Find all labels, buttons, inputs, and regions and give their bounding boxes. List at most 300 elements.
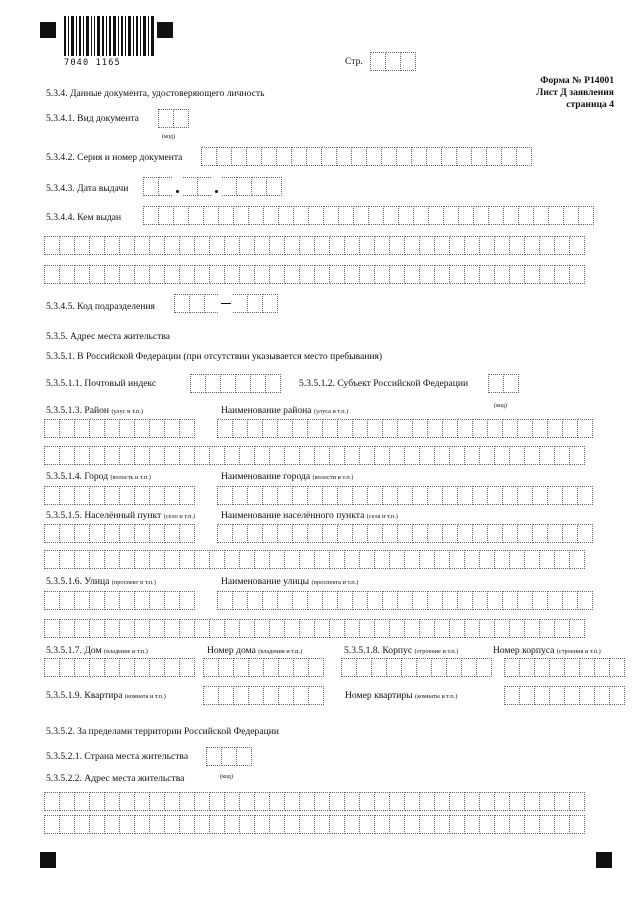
char-cell[interactable]: [344, 619, 360, 638]
apartment-number-field[interactable]: [504, 686, 625, 705]
char-cell[interactable]: [554, 550, 570, 569]
char-cell[interactable]: [524, 236, 540, 255]
char-cell[interactable]: [404, 446, 420, 465]
char-cell[interactable]: [221, 747, 237, 766]
char-cell[interactable]: [194, 265, 210, 284]
char-cell[interactable]: [434, 619, 450, 638]
char-cell[interactable]: [89, 265, 105, 284]
char-cell[interactable]: [194, 619, 210, 638]
char-cell[interactable]: [374, 446, 390, 465]
char-cell[interactable]: [314, 619, 330, 638]
char-cell[interactable]: [577, 524, 593, 543]
region-code-field[interactable]: [488, 374, 519, 393]
char-cell[interactable]: [299, 550, 315, 569]
char-cell[interactable]: [472, 486, 488, 505]
char-cell[interactable]: [262, 524, 278, 543]
char-cell[interactable]: [179, 658, 195, 677]
char-cell[interactable]: [487, 486, 503, 505]
char-cell[interactable]: [74, 658, 90, 677]
char-cell[interactable]: [473, 206, 489, 225]
char-cell[interactable]: [562, 524, 578, 543]
char-cell[interactable]: [370, 52, 386, 71]
char-cell[interactable]: [292, 524, 308, 543]
char-cell[interactable]: [569, 446, 585, 465]
char-cell[interactable]: [232, 591, 248, 610]
char-cell[interactable]: [188, 206, 204, 225]
char-cell[interactable]: [356, 658, 372, 677]
char-cell[interactable]: [434, 792, 450, 811]
char-cell[interactable]: [389, 236, 405, 255]
char-cell[interactable]: [479, 265, 495, 284]
char-cell[interactable]: [89, 446, 105, 465]
street-name-field-line-2[interactable]: [44, 619, 585, 638]
char-cell[interactable]: [427, 486, 443, 505]
char-cell[interactable]: [149, 446, 165, 465]
char-cell[interactable]: [307, 524, 323, 543]
char-cell[interactable]: [569, 619, 585, 638]
char-cell[interactable]: [382, 591, 398, 610]
char-cell[interactable]: [74, 792, 90, 811]
char-cell[interactable]: [104, 419, 120, 438]
char-cell[interactable]: [89, 619, 105, 638]
char-cell[interactable]: [419, 236, 435, 255]
char-cell[interactable]: [74, 419, 90, 438]
char-cell[interactable]: [471, 147, 487, 166]
locality-name-field-line-1[interactable]: [217, 524, 593, 543]
char-cell[interactable]: [164, 792, 180, 811]
char-cell[interactable]: [449, 792, 465, 811]
char-cell[interactable]: [578, 206, 594, 225]
char-cell[interactable]: [119, 486, 135, 505]
char-cell[interactable]: [209, 265, 225, 284]
char-cell[interactable]: [374, 792, 390, 811]
char-cell[interactable]: [89, 236, 105, 255]
char-cell[interactable]: [59, 446, 75, 465]
char-cell[interactable]: [164, 524, 180, 543]
foreign-address-field-line-1[interactable]: [44, 792, 585, 811]
char-cell[interactable]: [389, 446, 405, 465]
char-cell[interactable]: [458, 206, 474, 225]
char-cell[interactable]: [119, 815, 135, 834]
char-cell[interactable]: [609, 686, 625, 705]
char-cell[interactable]: [134, 815, 150, 834]
char-cell[interactable]: [119, 524, 135, 543]
char-cell[interactable]: [89, 792, 105, 811]
char-cell[interactable]: [427, 524, 443, 543]
char-cell[interactable]: [431, 658, 447, 677]
char-cell[interactable]: [59, 419, 75, 438]
char-cell[interactable]: [134, 524, 150, 543]
char-cell[interactable]: [164, 236, 180, 255]
char-cell[interactable]: [374, 815, 390, 834]
char-cell[interactable]: [284, 619, 300, 638]
char-cell[interactable]: [337, 419, 353, 438]
char-cell[interactable]: [143, 177, 159, 196]
char-cell[interactable]: [233, 658, 249, 677]
char-cell[interactable]: [209, 792, 225, 811]
char-cell[interactable]: [517, 486, 533, 505]
char-cell[interactable]: [246, 147, 262, 166]
char-cell[interactable]: [89, 524, 105, 543]
char-cell[interactable]: [516, 147, 532, 166]
char-cell[interactable]: [164, 419, 180, 438]
char-cell[interactable]: [359, 550, 375, 569]
char-cell[interactable]: [194, 236, 210, 255]
char-cell[interactable]: [74, 815, 90, 834]
char-cell[interactable]: [266, 177, 282, 196]
char-cell[interactable]: [119, 446, 135, 465]
char-cell[interactable]: [404, 236, 420, 255]
char-cell[interactable]: [209, 236, 225, 255]
char-cell[interactable]: [359, 446, 375, 465]
char-cell[interactable]: [329, 815, 345, 834]
char-cell[interactable]: [579, 658, 595, 677]
char-cell[interactable]: [504, 658, 520, 677]
char-cell[interactable]: [284, 446, 300, 465]
char-cell[interactable]: [397, 419, 413, 438]
char-cell[interactable]: [524, 815, 540, 834]
char-cell[interactable]: [164, 658, 180, 677]
char-cell[interactable]: [149, 486, 165, 505]
char-cell[interactable]: [461, 658, 477, 677]
char-cell[interactable]: [149, 550, 165, 569]
char-cell[interactable]: [239, 619, 255, 638]
char-cell[interactable]: [385, 52, 401, 71]
char-cell[interactable]: [322, 486, 338, 505]
char-cell[interactable]: [419, 265, 435, 284]
char-cell[interactable]: [562, 591, 578, 610]
country-code-field[interactable]: [206, 747, 252, 766]
char-cell[interactable]: [404, 815, 420, 834]
char-cell[interactable]: [59, 658, 75, 677]
char-cell[interactable]: [517, 524, 533, 543]
char-cell[interactable]: [276, 147, 292, 166]
char-cell[interactable]: [262, 294, 278, 313]
char-cell[interactable]: [488, 206, 504, 225]
char-cell[interactable]: [383, 206, 399, 225]
char-cell[interactable]: [134, 265, 150, 284]
char-cell[interactable]: [299, 265, 315, 284]
char-cell[interactable]: [518, 206, 534, 225]
char-cell[interactable]: [59, 486, 75, 505]
char-cell[interactable]: [494, 815, 510, 834]
char-cell[interactable]: [261, 147, 277, 166]
document-series-number-field[interactable]: [201, 147, 532, 166]
char-cell[interactable]: [353, 206, 369, 225]
char-cell[interactable]: [149, 658, 165, 677]
char-cell[interactable]: [158, 177, 174, 196]
char-cell[interactable]: [569, 792, 585, 811]
char-cell[interactable]: [337, 524, 353, 543]
building-type-field[interactable]: [341, 658, 492, 677]
char-cell[interactable]: [262, 486, 278, 505]
char-cell[interactable]: [216, 147, 232, 166]
char-cell[interactable]: [44, 658, 60, 677]
char-cell[interactable]: [104, 591, 120, 610]
char-cell[interactable]: [104, 619, 120, 638]
char-cell[interactable]: [233, 206, 249, 225]
char-cell[interactable]: [569, 815, 585, 834]
char-cell[interactable]: [504, 686, 520, 705]
char-cell[interactable]: [456, 147, 472, 166]
char-cell[interactable]: [367, 419, 383, 438]
char-cell[interactable]: [577, 419, 593, 438]
char-cell[interactable]: [449, 619, 465, 638]
char-cell[interactable]: [119, 591, 135, 610]
char-cell[interactable]: [292, 591, 308, 610]
char-cell[interactable]: [247, 591, 263, 610]
char-cell[interactable]: [359, 815, 375, 834]
postal-code-field[interactable]: [190, 374, 281, 393]
char-cell[interactable]: [293, 206, 309, 225]
char-cell[interactable]: [449, 815, 465, 834]
char-cell[interactable]: [239, 550, 255, 569]
char-cell[interactable]: [204, 294, 220, 313]
char-cell[interactable]: [284, 265, 300, 284]
char-cell[interactable]: [104, 446, 120, 465]
page-number-field[interactable]: [370, 52, 416, 71]
char-cell[interactable]: [173, 206, 189, 225]
char-cell[interactable]: [464, 550, 480, 569]
char-cell[interactable]: [472, 524, 488, 543]
char-cell[interactable]: [224, 619, 240, 638]
char-cell[interactable]: [494, 265, 510, 284]
char-cell[interactable]: [359, 619, 375, 638]
char-cell[interactable]: [307, 591, 323, 610]
char-cell[interactable]: [487, 419, 503, 438]
char-cell[interactable]: [209, 815, 225, 834]
char-cell[interactable]: [251, 177, 267, 196]
char-cell[interactable]: [609, 658, 625, 677]
char-cell[interactable]: [509, 619, 525, 638]
char-cell[interactable]: [232, 486, 248, 505]
char-cell[interactable]: [277, 486, 293, 505]
char-cell[interactable]: [366, 147, 382, 166]
char-cell[interactable]: [307, 486, 323, 505]
char-cell[interactable]: [389, 815, 405, 834]
char-cell[interactable]: [494, 236, 510, 255]
char-cell[interactable]: [269, 265, 285, 284]
char-cell[interactable]: [374, 619, 390, 638]
char-cell[interactable]: [149, 591, 165, 610]
char-cell[interactable]: [442, 591, 458, 610]
char-cell[interactable]: [539, 236, 555, 255]
char-cell[interactable]: [158, 109, 174, 128]
char-cell[interactable]: [371, 658, 387, 677]
char-cell[interactable]: [308, 686, 324, 705]
char-cell[interactable]: [472, 591, 488, 610]
char-cell[interactable]: [224, 815, 240, 834]
char-cell[interactable]: [149, 792, 165, 811]
char-cell[interactable]: [104, 815, 120, 834]
char-cell[interactable]: [179, 815, 195, 834]
char-cell[interactable]: [397, 524, 413, 543]
char-cell[interactable]: [487, 524, 503, 543]
char-cell[interactable]: [134, 591, 150, 610]
char-cell[interactable]: [479, 619, 495, 638]
char-cell[interactable]: [539, 619, 555, 638]
char-cell[interactable]: [397, 591, 413, 610]
char-cell[interactable]: [457, 419, 473, 438]
char-cell[interactable]: [554, 265, 570, 284]
char-cell[interactable]: [397, 486, 413, 505]
char-cell[interactable]: [278, 206, 294, 225]
char-cell[interactable]: [554, 792, 570, 811]
char-cell[interactable]: [134, 236, 150, 255]
char-cell[interactable]: [218, 686, 234, 705]
issued-by-field-line-3[interactable]: [44, 265, 585, 284]
char-cell[interactable]: [74, 236, 90, 255]
char-cell[interactable]: [352, 486, 368, 505]
char-cell[interactable]: [269, 236, 285, 255]
char-cell[interactable]: [299, 815, 315, 834]
char-cell[interactable]: [554, 446, 570, 465]
char-cell[interactable]: [517, 419, 533, 438]
issued-by-field-line-1[interactable]: [143, 206, 594, 225]
char-cell[interactable]: [149, 419, 165, 438]
char-cell[interactable]: [412, 524, 428, 543]
char-cell[interactable]: [337, 591, 353, 610]
char-cell[interactable]: [44, 591, 60, 610]
char-cell[interactable]: [464, 265, 480, 284]
char-cell[interactable]: [547, 524, 563, 543]
char-cell[interactable]: [250, 374, 266, 393]
char-cell[interactable]: [149, 265, 165, 284]
char-cell[interactable]: [564, 686, 580, 705]
char-cell[interactable]: [119, 550, 135, 569]
char-cell[interactable]: [594, 658, 610, 677]
char-cell[interactable]: [494, 550, 510, 569]
char-cell[interactable]: [203, 658, 219, 677]
foreign-address-field-line-2[interactable]: [44, 815, 585, 834]
char-cell[interactable]: [44, 815, 60, 834]
char-cell[interactable]: [248, 206, 264, 225]
char-cell[interactable]: [479, 236, 495, 255]
char-cell[interactable]: [329, 619, 345, 638]
char-cell[interactable]: [194, 550, 210, 569]
char-cell[interactable]: [247, 486, 263, 505]
char-cell[interactable]: [381, 147, 397, 166]
char-cell[interactable]: [74, 619, 90, 638]
char-cell[interactable]: [134, 486, 150, 505]
char-cell[interactable]: [509, 446, 525, 465]
char-cell[interactable]: [322, 419, 338, 438]
char-cell[interactable]: [59, 792, 75, 811]
char-cell[interactable]: [179, 486, 195, 505]
char-cell[interactable]: [563, 206, 579, 225]
char-cell[interactable]: [464, 446, 480, 465]
char-cell[interactable]: [457, 591, 473, 610]
char-cell[interactable]: [502, 591, 518, 610]
char-cell[interactable]: [577, 486, 593, 505]
char-cell[interactable]: [179, 446, 195, 465]
char-cell[interactable]: [344, 550, 360, 569]
char-cell[interactable]: [247, 294, 263, 313]
char-cell[interactable]: [44, 550, 60, 569]
city-type-field[interactable]: [44, 486, 195, 505]
char-cell[interactable]: [104, 658, 120, 677]
char-cell[interactable]: [488, 374, 504, 393]
char-cell[interactable]: [149, 236, 165, 255]
char-cell[interactable]: [413, 206, 429, 225]
char-cell[interactable]: [419, 550, 435, 569]
apartment-type-field[interactable]: [203, 686, 324, 705]
char-cell[interactable]: [269, 792, 285, 811]
char-cell[interactable]: [427, 419, 443, 438]
char-cell[interactable]: [74, 486, 90, 505]
char-cell[interactable]: [149, 619, 165, 638]
char-cell[interactable]: [539, 815, 555, 834]
char-cell[interactable]: [479, 550, 495, 569]
char-cell[interactable]: [404, 550, 420, 569]
char-cell[interactable]: [509, 236, 525, 255]
subdivision-code-field[interactable]: [174, 294, 278, 313]
char-cell[interactable]: [359, 265, 375, 284]
char-cell[interactable]: [314, 815, 330, 834]
char-cell[interactable]: [190, 374, 206, 393]
char-cell[interactable]: [434, 236, 450, 255]
char-cell[interactable]: [247, 419, 263, 438]
char-cell[interactable]: [314, 446, 330, 465]
char-cell[interactable]: [203, 686, 219, 705]
district-name-field-line-1[interactable]: [217, 419, 593, 438]
char-cell[interactable]: [174, 294, 190, 313]
char-cell[interactable]: [308, 206, 324, 225]
char-cell[interactable]: [284, 236, 300, 255]
char-cell[interactable]: [464, 815, 480, 834]
char-cell[interactable]: [314, 236, 330, 255]
char-cell[interactable]: [179, 591, 195, 610]
char-cell[interactable]: [74, 446, 90, 465]
char-cell[interactable]: [254, 236, 270, 255]
char-cell[interactable]: [224, 446, 240, 465]
char-cell[interactable]: [254, 446, 270, 465]
char-cell[interactable]: [337, 486, 353, 505]
char-cell[interactable]: [314, 265, 330, 284]
char-cell[interactable]: [367, 591, 383, 610]
char-cell[interactable]: [323, 206, 339, 225]
char-cell[interactable]: [254, 619, 270, 638]
char-cell[interactable]: [400, 52, 416, 71]
char-cell[interactable]: [104, 550, 120, 569]
char-cell[interactable]: [232, 419, 248, 438]
char-cell[interactable]: [389, 619, 405, 638]
char-cell[interactable]: [277, 419, 293, 438]
char-cell[interactable]: [549, 658, 565, 677]
char-cell[interactable]: [524, 619, 540, 638]
city-name-field[interactable]: [217, 486, 593, 505]
char-cell[interactable]: [314, 792, 330, 811]
char-cell[interactable]: [277, 524, 293, 543]
char-cell[interactable]: [321, 147, 337, 166]
char-cell[interactable]: [441, 147, 457, 166]
char-cell[interactable]: [189, 294, 205, 313]
char-cell[interactable]: [74, 550, 90, 569]
char-cell[interactable]: [164, 265, 180, 284]
char-cell[interactable]: [464, 792, 480, 811]
char-cell[interactable]: [284, 792, 300, 811]
char-cell[interactable]: [269, 446, 285, 465]
char-cell[interactable]: [396, 147, 412, 166]
char-cell[interactable]: [322, 591, 338, 610]
char-cell[interactable]: [367, 486, 383, 505]
char-cell[interactable]: [299, 236, 315, 255]
char-cell[interactable]: [434, 265, 450, 284]
char-cell[interactable]: [224, 236, 240, 255]
char-cell[interactable]: [179, 419, 195, 438]
char-cell[interactable]: [269, 815, 285, 834]
char-cell[interactable]: [382, 419, 398, 438]
